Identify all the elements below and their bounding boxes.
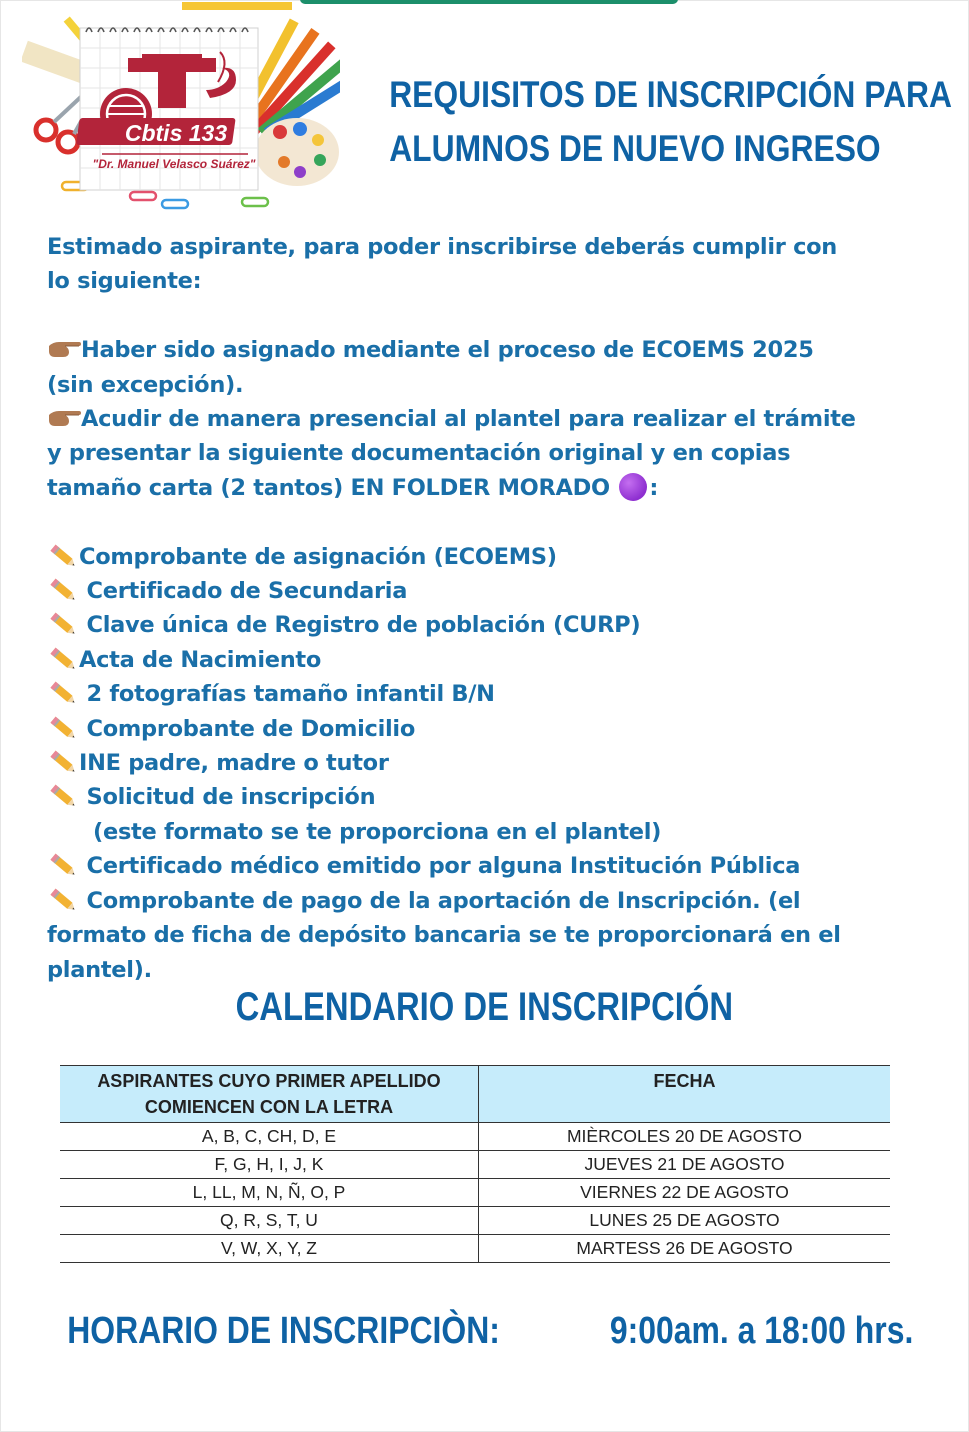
list-item (47, 643, 947, 677)
condition-2-line-1: Acudir de manera presencial al plantel para realizar el trámite (81, 406, 856, 433)
condition-2-line-3-end: : (649, 474, 659, 501)
document-6: Comprobante de Domicilio (79, 715, 415, 742)
condition-2-line-3-text: tamaño carta (2 tantos) EN FOLDER MORADO (47, 474, 610, 501)
row-letters: Q, R, S, T, U (60, 1207, 479, 1235)
document-10-line-1: Comprobante de pago de la aportación de Inscripción. (el (79, 887, 801, 914)
document-9: Certificado médico emitido por alguna Institución Pública (79, 853, 801, 880)
pencil-icon (47, 749, 79, 775)
pencil-icon (47, 852, 79, 878)
list-item (47, 608, 947, 642)
title-line-2: ALUMNOS DE NUEVO INGRESO (389, 128, 881, 169)
row-date: JUEVES 21 DE AGOSTO (479, 1151, 891, 1179)
pencil-icon (47, 715, 79, 741)
document-8: Solicitud de inscripción (79, 784, 376, 811)
condition-1 (47, 333, 947, 367)
header-letters: ASPIRANTES CUYO PRIMER APELLIDO COMIENCEN CON LA LETRA (60, 1066, 479, 1123)
pencil-icon (47, 783, 79, 809)
table-row (60, 1151, 890, 1179)
pencil-icon (47, 887, 79, 913)
list-item (47, 712, 947, 746)
intro-line-2: lo siguiente: (47, 268, 202, 295)
table-row (60, 1235, 890, 1263)
document-10-line-2: formato de ficha de depósito bancaria se te proporcionará en el (47, 922, 841, 949)
pencil-icon (47, 646, 79, 672)
condition-2-line-2: y presentar la siguiente documentación original y en copias (47, 440, 791, 467)
finger-pointing-icon (47, 340, 81, 358)
row-letters: V, W, X, Y, Z (60, 1235, 479, 1263)
calendar-title-text: CALENDARIO DE INSCRIPCIÓN (235, 985, 734, 1029)
row-date: MIÈRCOLES 20 DE AGOSTO (479, 1123, 891, 1151)
document-8-note: (este formato se te proporciona en el plantel) (93, 818, 662, 845)
schedule-hours: 9:00am. a 18:00 hrs. (610, 1310, 914, 1352)
pencil-icon (47, 611, 79, 637)
list-item (47, 849, 947, 883)
purple-circle-icon (619, 473, 647, 501)
list-item (47, 746, 947, 780)
intro-line-1: Estimado aspirante, para poder inscribirse deberás cumplir con (47, 234, 837, 260)
list-item (47, 677, 947, 711)
row-letters: F, G, H, I, J, K (60, 1151, 479, 1179)
header-date: FECHA (479, 1066, 891, 1123)
row-date: MARTESS 26 DE AGOSTO (479, 1235, 891, 1263)
list-item (47, 574, 947, 608)
table-row (60, 1179, 890, 1207)
row-date: LUNES 25 DE AGOSTO (479, 1207, 891, 1235)
document-3: Clave única de Registro de población (CURP) (79, 612, 641, 639)
row-letters: A, B, C, CH, D, E (60, 1123, 479, 1151)
school-name: Cbtis 133 (124, 120, 228, 146)
calendar-title (0, 982, 969, 1032)
finger-pointing-icon (47, 409, 81, 427)
row-date: VIERNES 22 DE AGOSTO (479, 1179, 891, 1207)
table-header-row (60, 1066, 890, 1123)
condition-1-line-1: Haber sido asignado mediante el proceso de ECOEMS 2025 (81, 337, 814, 364)
condition-1-line-2: (sin excepción). (47, 371, 244, 398)
title-line-1: REQUISITOS DE INSCRIPCIÓN PARA (389, 74, 953, 115)
schedule (0, 1306, 969, 1356)
pencil-icon (47, 680, 79, 706)
document-5: 2 fotografías tamaño infantil B/N (79, 681, 495, 708)
document-4: Acta de Nacimiento (79, 646, 322, 673)
document-1: Comprobante de asignación (ECOEMS) (79, 543, 557, 570)
pencil-icon (47, 543, 79, 569)
condition-2-line-3 (47, 471, 947, 505)
document-10-line-3: plantel). (47, 956, 152, 983)
requirements-body (47, 230, 947, 987)
school-logo (22, 2, 340, 218)
paint-palette-icon (255, 118, 339, 186)
table-row (60, 1123, 890, 1151)
school-subtitle: "Dr. Manuel Velasco Suárez" (92, 157, 256, 171)
table-row (60, 1207, 890, 1235)
document-2: Certificado de Secundaria (79, 578, 408, 605)
top-bar (300, 0, 678, 4)
schedule-label: HORARIO DE INSCRIPCIÒN: (67, 1310, 501, 1352)
row-letters: L, LL, M, N, Ñ, O, P (60, 1179, 479, 1207)
list-item (47, 540, 947, 574)
condition-2 (47, 402, 947, 436)
list-item (47, 780, 947, 814)
document-7: INE padre, madre o tutor (79, 750, 389, 777)
calendar-table (60, 1065, 890, 1263)
list-item (47, 884, 947, 918)
pencil-icon (47, 577, 79, 603)
page-title (389, 68, 953, 176)
